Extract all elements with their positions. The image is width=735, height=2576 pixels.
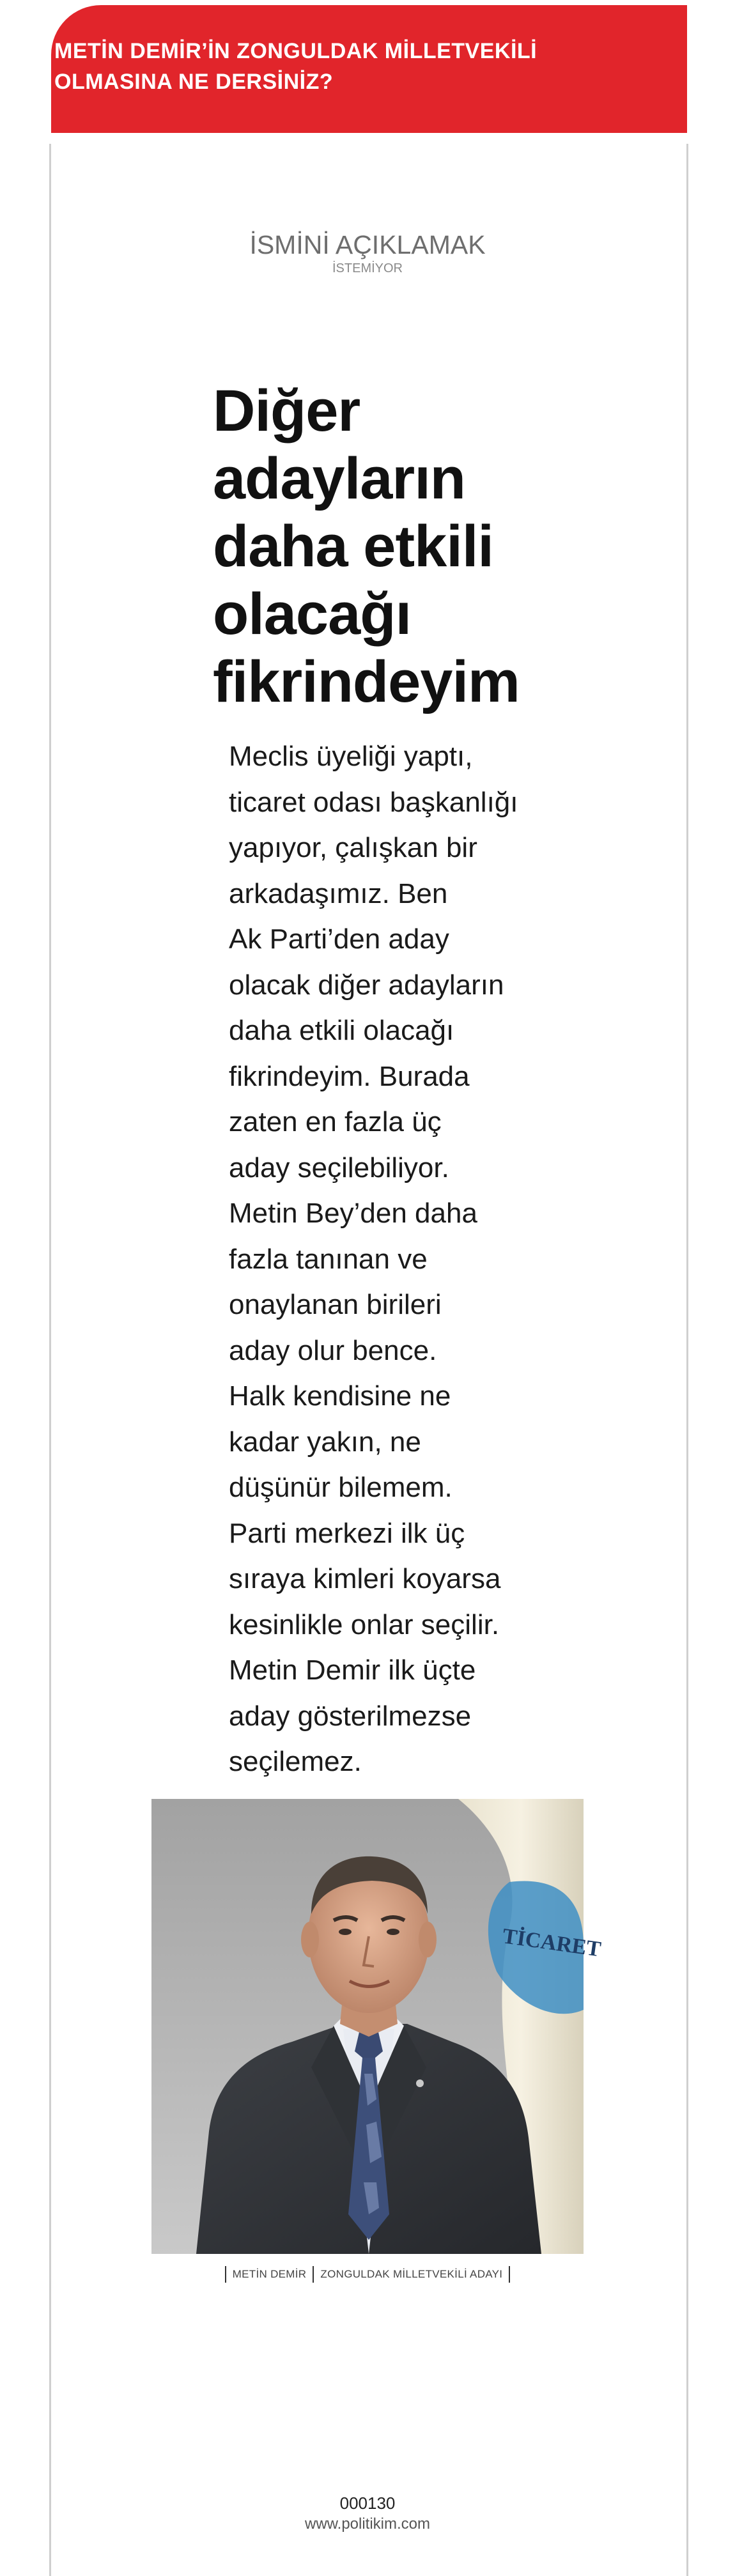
body-line: daha etkili olacağı xyxy=(229,1015,454,1046)
page-footer xyxy=(0,2492,735,2534)
body-line: Metin Demir ilk üçte xyxy=(229,1654,476,1686)
site-url: www.politikim.com xyxy=(304,2515,431,2533)
body-line: kesinlikle onlar seçilir. xyxy=(229,1608,500,1640)
headline-line: fikrindeyim xyxy=(213,649,520,714)
body-line: aday gösterilmezse xyxy=(229,1700,472,1732)
headline-line: daha etkili xyxy=(213,514,493,579)
lapel-pin xyxy=(416,2079,424,2087)
body-line: yapıyor, çalışkan bir xyxy=(229,832,477,863)
body-line: Metin Bey’den daha xyxy=(229,1198,477,1229)
caption-role: ZONGULDAK MİLLETVEKİLİ ADAYI xyxy=(320,2268,503,2280)
header-title xyxy=(54,36,598,97)
photo-caption xyxy=(0,2266,735,2283)
caption-divider xyxy=(509,2266,510,2283)
body-line: ticaret odası başkanlığı xyxy=(229,786,518,818)
body-line: Halk kendisine ne xyxy=(229,1380,451,1412)
body-line: Meclis üyeliği yaptı, xyxy=(229,741,473,772)
article-headline xyxy=(213,377,545,716)
body-line: Ak Parti’den aday xyxy=(229,923,449,955)
body-line: Parti merkezi ilk üç xyxy=(229,1517,465,1549)
headline-line: adayların xyxy=(213,446,465,511)
header-title-line-1: METİN DEMİR’İN ZONGULDAK MİLLETVEKİLİ xyxy=(54,39,538,63)
source-block xyxy=(0,230,735,276)
body-line: aday olur bence. xyxy=(229,1334,437,1366)
source-subtitle: İSTEMİYOR xyxy=(332,261,403,275)
header-title-line-2: OLMASINA NE DERSİNİZ? xyxy=(54,70,334,94)
headline-line: Diğer xyxy=(213,378,360,443)
headline-line: olacağı xyxy=(213,582,412,647)
body-line: zaten en fazla üç xyxy=(229,1106,442,1138)
page-number: 000130 xyxy=(339,2494,396,2513)
portrait-illustration xyxy=(151,1799,603,2254)
body-line: kadar yakın, ne xyxy=(229,1426,421,1458)
caption-name: METİN DEMİR xyxy=(232,2268,307,2280)
body-line: seçilemez. xyxy=(229,1746,362,1777)
body-line: onaylanan birileri xyxy=(229,1289,442,1320)
body-line: düşünür bilemem. xyxy=(229,1472,453,1503)
body-line: fazla tanınan ve xyxy=(229,1243,428,1275)
eye-left xyxy=(339,1929,352,1935)
caption-divider xyxy=(225,2266,226,2283)
body-line: sıraya kimleri koyarsa xyxy=(229,1563,501,1594)
ear-right xyxy=(419,1922,437,1957)
ear-left xyxy=(301,1922,319,1957)
body-line: olacak diğer adayların xyxy=(229,969,504,1001)
body-line: arkadaşımız. Ben xyxy=(229,877,448,909)
body-line: fikrindeyim. Burada xyxy=(229,1060,470,1092)
caption-divider xyxy=(313,2266,314,2283)
flag-text: TİCARET xyxy=(500,1924,603,1962)
article-body xyxy=(229,734,523,1785)
source-name: İSMİNİ AÇIKLAMAK xyxy=(249,230,486,259)
body-line: aday seçilebiliyor. xyxy=(229,1152,449,1184)
portrait-photo xyxy=(151,1799,603,2254)
eye-right xyxy=(387,1929,399,1935)
